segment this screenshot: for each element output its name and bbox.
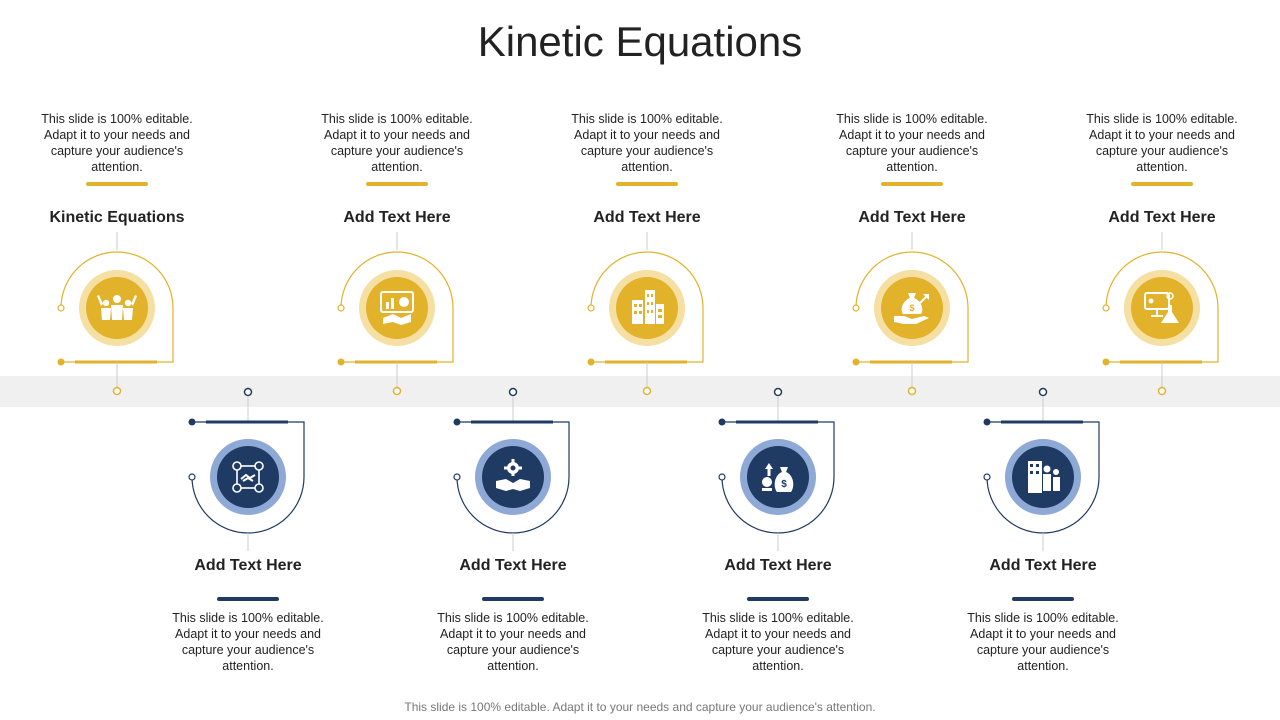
item-description: This slide is 100% editable. Adapt it to your needs and capture your audience's attention. xyxy=(836,112,988,174)
bottom-node xyxy=(189,389,305,552)
item-description: This slide is 100% editable. Adapt it to your needs and capture your audience's attention. xyxy=(967,611,1119,673)
svg-text:$: $ xyxy=(909,303,915,313)
item-description: This slide is 100% editable. Adapt it to your needs and capture your audience's attention. xyxy=(321,112,473,174)
bottom-node xyxy=(984,389,1100,552)
svg-text:$: $ xyxy=(781,479,787,490)
item-description: This slide is 100% editable. Adapt it to your needs and capture your audience's attention. xyxy=(702,611,854,673)
item-heading: Add Text Here xyxy=(343,209,451,226)
footer-note: This slide is 100% editable. Adapt it to your needs and capture your audience's attention. xyxy=(404,700,876,714)
item-heading: Add Text Here xyxy=(459,557,567,574)
network-handshake-icon xyxy=(233,462,263,492)
bottom-node xyxy=(454,389,570,552)
item-heading: Kinetic Equations xyxy=(49,209,185,226)
slide-title: Kinetic Equations xyxy=(477,18,803,65)
item-description: This slide is 100% editable. Adapt it to your needs and capture your audience's attention. xyxy=(1086,112,1238,174)
top-node xyxy=(338,232,454,395)
item-heading: Add Text Here xyxy=(593,209,701,226)
bottom-node xyxy=(719,389,835,552)
item-description: This slide is 100% editable. Adapt it to your needs and capture your audience's attention. xyxy=(571,112,723,174)
item-heading: Add Text Here xyxy=(989,557,1097,574)
item-description: This slide is 100% editable. Adapt it to your needs and capture your audience's attention. xyxy=(172,611,324,673)
item-description: This slide is 100% editable. Adapt it to your needs and capture your audience's attention. xyxy=(437,611,589,673)
item-description: This slide is 100% editable. Adapt it to your needs and capture your audience's attention. xyxy=(41,112,193,174)
item-heading: Add Text Here xyxy=(858,209,966,226)
item-heading: Add Text Here xyxy=(724,557,832,574)
top-node xyxy=(588,232,704,395)
top-node xyxy=(1103,232,1219,395)
top-node xyxy=(853,232,969,395)
item-heading: Add Text Here xyxy=(194,557,302,574)
top-node xyxy=(58,232,174,395)
item-heading: Add Text Here xyxy=(1108,209,1216,226)
